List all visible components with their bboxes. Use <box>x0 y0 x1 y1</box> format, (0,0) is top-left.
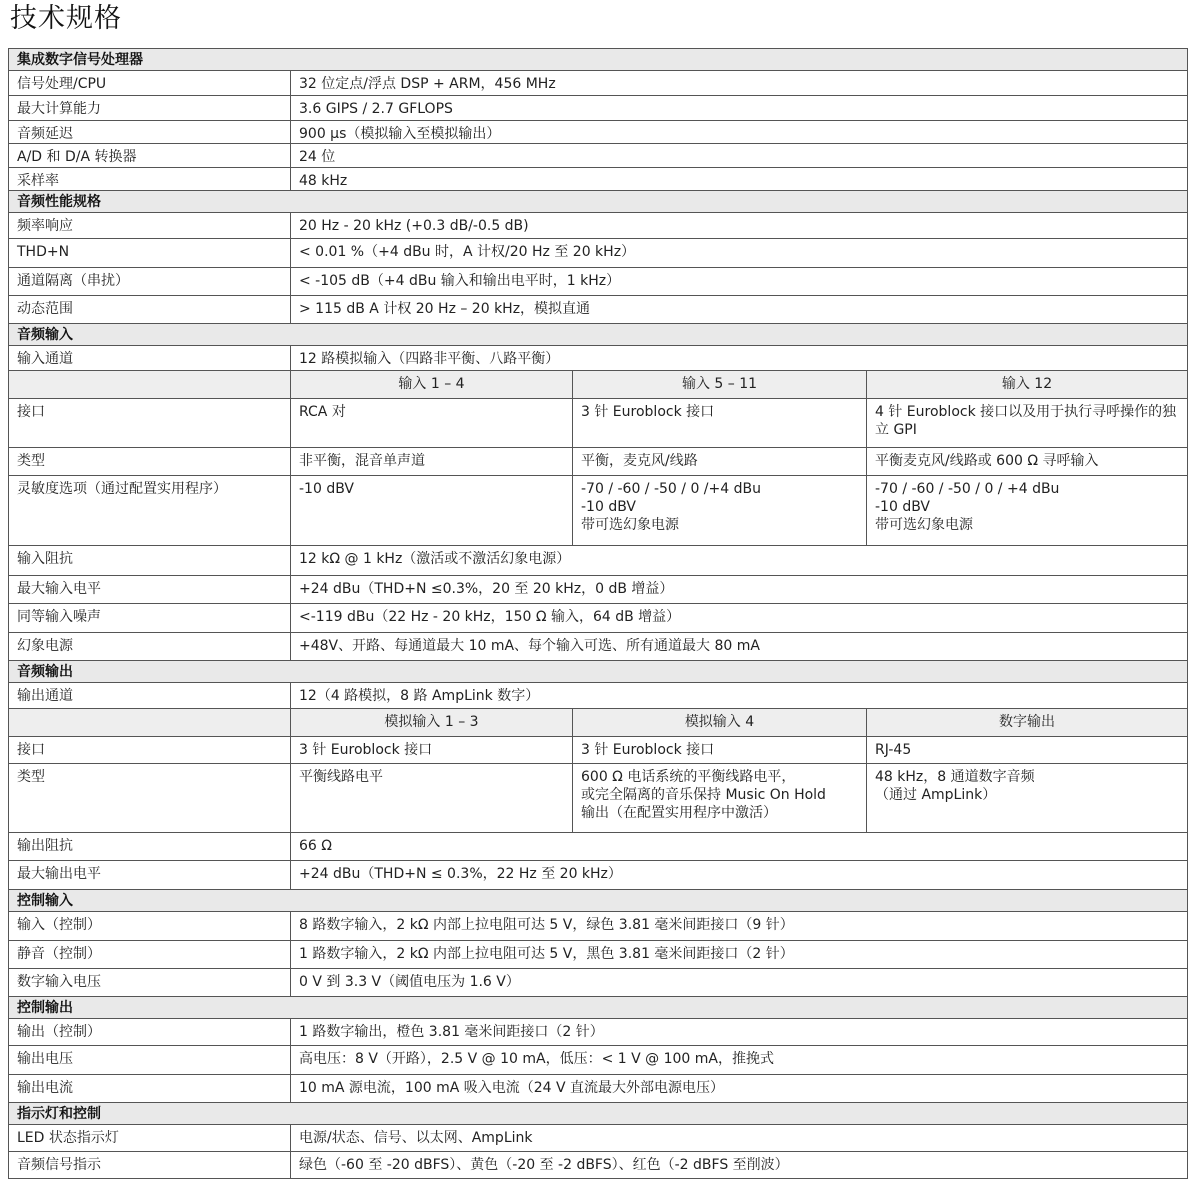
spec-value: 8 路数字输入，2 kΩ 内部上拉电阻可达 5 V，绿色 3.81 毫米间距接口（9 针） <box>291 912 1188 941</box>
grid-cell: 非平衡，混音单声道 <box>291 448 573 476</box>
spec-label: 信号处理/CPU <box>9 71 291 96</box>
section-heading: 音频输出 <box>9 661 1188 683</box>
spec-label: 输入阻抗 <box>9 546 291 576</box>
spec-row <box>9 1125 1188 1152</box>
page-title: 技术规格 <box>10 3 122 34</box>
grid-cell: 4 针 Euroblock 接口以及用于执行寻呼操作的独立 GPI <box>867 399 1188 448</box>
spec-row <box>9 239 1188 268</box>
spec-label: 最大输出电平 <box>9 861 291 890</box>
spec-row <box>9 1046 1188 1075</box>
section-heading: 指示灯和控制 <box>9 1103 1188 1125</box>
spec-row <box>9 71 1188 96</box>
grid-cell: 48 kHz，8 通道数字音频 （通过 AmpLink） <box>867 764 1188 833</box>
spec-label: 音频延迟 <box>9 121 291 144</box>
spec-value: 3.6 GIPS / 2.7 GFLOPS <box>291 96 1188 121</box>
column-header: 输入 12 <box>867 371 1188 399</box>
spec-value: 1 路数字输出，橙色 3.81 毫米间距接口（2 针） <box>291 1019 1188 1046</box>
section-heading-row <box>9 890 1188 912</box>
spec-row <box>9 121 1188 144</box>
spec-row <box>9 546 1188 576</box>
spec-label: 音频信号指示 <box>9 1152 291 1179</box>
spec-row <box>9 213 1188 239</box>
spec-value: 66 Ω <box>291 833 1188 861</box>
column-header: 数字输出 <box>867 709 1188 737</box>
spec-value: 1 路数字输入，2 kΩ 内部上拉电阻可达 5 V，黑色 3.81 毫米间距接口（2 针） <box>291 941 1188 969</box>
spec-row <box>9 604 1188 633</box>
spec-label: 通道隔离（串扰） <box>9 268 291 296</box>
spec-row <box>9 168 1188 191</box>
spec-row <box>9 96 1188 121</box>
spec-label: 接口 <box>9 399 291 448</box>
spec-label: 输出通道 <box>9 683 291 709</box>
spec-label: THD+N <box>9 239 291 268</box>
spec-label: 最大输入电平 <box>9 576 291 604</box>
grid-row <box>9 399 1188 448</box>
spec-row <box>9 1075 1188 1103</box>
grid-cell: 平衡麦克风/线路或 600 Ω 寻呼输入 <box>867 448 1188 476</box>
grid-cell: 3 针 Euroblock 接口 <box>291 737 573 764</box>
grid-cell: 3 针 Euroblock 接口 <box>573 737 867 764</box>
column-header: 输入 5 – 11 <box>573 371 867 399</box>
spec-row <box>9 861 1188 890</box>
spec-row <box>9 683 1188 709</box>
column-header-row <box>9 371 1188 399</box>
grid-cell: -10 dBV <box>291 476 573 546</box>
grid-cell: 3 针 Euroblock 接口 <box>573 399 867 448</box>
spec-value: 0 V 到 3.3 V（阈值电压为 1.6 V） <box>291 969 1188 997</box>
grid-row <box>9 764 1188 833</box>
spec-label: 灵敏度选项（通过配置实用程序） <box>9 476 291 546</box>
grid-cell: -70 / -60 / -50 / 0 / +4 dBu -10 dBV 带可选幻象电源 <box>867 476 1188 546</box>
spec-value: +24 dBu（THD+N ≤ 0.3%，22 Hz 至 20 kHz） <box>291 861 1188 890</box>
spec-value: 10 mA 源电流，100 mA 吸入电流（24 V 直流最大外部电源电压） <box>291 1075 1188 1103</box>
spec-value: 12 路模拟输入（四路非平衡、八路平衡） <box>291 346 1188 371</box>
spec-row <box>9 1019 1188 1046</box>
grid-cell: 平衡，麦克风/线路 <box>573 448 867 476</box>
grid-row <box>9 737 1188 764</box>
spec-label: 输出阻抗 <box>9 833 291 861</box>
spec-value: > 115 dB A 计权 20 Hz – 20 kHz，模拟直通 <box>291 296 1188 324</box>
spec-value: 900 µs（模拟输入至模拟输出） <box>291 121 1188 144</box>
spec-value: 48 kHz <box>291 168 1188 191</box>
spec-label: 类型 <box>9 764 291 833</box>
section-heading-row <box>9 324 1188 346</box>
spec-label: 最大计算能力 <box>9 96 291 121</box>
section-heading-row <box>9 997 1188 1019</box>
spec-value: 电源/状态、信号、以太网、AmpLink <box>291 1125 1188 1152</box>
spec-label: 幻象电源 <box>9 633 291 661</box>
spec-label: 输入通道 <box>9 346 291 371</box>
section-heading: 音频输入 <box>9 324 1188 346</box>
spec-label: 输入（控制） <box>9 912 291 941</box>
spec-label: 采样率 <box>9 168 291 191</box>
spec-row <box>9 969 1188 997</box>
spec-row <box>9 346 1188 371</box>
column-header: 模拟输入 1 – 3 <box>291 709 573 737</box>
spec-label: 同等输入噪声 <box>9 604 291 633</box>
spec-row <box>9 144 1188 168</box>
section-heading-row <box>9 191 1188 213</box>
spec-row <box>9 941 1188 969</box>
spec-value: 高电压：8 V（开路），2.5 V @ 10 mA，低压：< 1 V @ 100 mA，推挽式 <box>291 1046 1188 1075</box>
grid-cell: 平衡线路电平 <box>291 764 573 833</box>
spec-value: 24 位 <box>291 144 1188 168</box>
spec-value: 32 位定点/浮点 DSP + ARM，456 MHz <box>291 71 1188 96</box>
column-header-blank <box>9 371 291 399</box>
spec-label: 动态范围 <box>9 296 291 324</box>
spec-row <box>9 268 1188 296</box>
grid-row <box>9 448 1188 476</box>
section-heading: 控制输出 <box>9 997 1188 1019</box>
spec-value: < 0.01 %（+4 dBu 时，A 计权/20 Hz 至 20 kHz） <box>291 239 1188 268</box>
spec-row <box>9 1152 1188 1179</box>
grid-cell: -70 / -60 / -50 / 0 /+4 dBu -10 dBV 带可选幻象电源 <box>573 476 867 546</box>
spec-label: LED 状态指示灯 <box>9 1125 291 1152</box>
spec-label: A/D 和 D/A 转换器 <box>9 144 291 168</box>
spec-value: 绿色（-60 至 -20 dBFS）、黄色（-20 至 -2 dBFS）、红色（-2 dBFS 至削波） <box>291 1152 1188 1179</box>
column-header: 输入 1 – 4 <box>291 371 573 399</box>
column-header-row <box>9 709 1188 737</box>
spec-label: 类型 <box>9 448 291 476</box>
spec-row <box>9 296 1188 324</box>
column-header: 模拟输入 4 <box>573 709 867 737</box>
spec-label: 接口 <box>9 737 291 764</box>
spec-value: +48V、开路、每通道最大 10 mA、每个输入可选、所有通道最大 80 mA <box>291 633 1188 661</box>
spec-row <box>9 633 1188 661</box>
spec-label: 数字输入电压 <box>9 969 291 997</box>
spec-row <box>9 576 1188 604</box>
grid-cell: RJ-45 <box>867 737 1188 764</box>
spec-label: 频率响应 <box>9 213 291 239</box>
spec-value: <-119 dBu（22 Hz - 20 kHz，150 Ω 输入，64 dB 增益） <box>291 604 1188 633</box>
section-heading: 集成数字信号处理器 <box>9 49 1188 71</box>
section-heading-row <box>9 1103 1188 1125</box>
section-heading-row <box>9 661 1188 683</box>
spec-value: 12 kΩ @ 1 kHz（激活或不激活幻象电源） <box>291 546 1188 576</box>
section-heading: 控制输入 <box>9 890 1188 912</box>
grid-row <box>9 476 1188 546</box>
spec-label: 输出电流 <box>9 1075 291 1103</box>
spec-table <box>8 48 1188 1179</box>
spec-value: 20 Hz - 20 kHz (+0.3 dB/-0.5 dB) <box>291 213 1188 239</box>
spec-value: 12（4 路模拟，8 路 AmpLink 数字） <box>291 683 1188 709</box>
spec-row <box>9 912 1188 941</box>
section-heading-row <box>9 49 1188 71</box>
section-heading: 音频性能规格 <box>9 191 1188 213</box>
spec-value: +24 dBu（THD+N ≤0.3%，20 至 20 kHz，0 dB 增益） <box>291 576 1188 604</box>
spec-label: 静音（控制） <box>9 941 291 969</box>
spec-row <box>9 833 1188 861</box>
spec-label: 输出（控制） <box>9 1019 291 1046</box>
grid-cell: 600 Ω 电话系统的平衡线路电平， 或完全隔离的音乐保持 Music On Hold 输出（在配置实用程序中激活） <box>573 764 867 833</box>
column-header-blank <box>9 709 291 737</box>
spec-label: 输出电压 <box>9 1046 291 1075</box>
spec-value: < -105 dB（+4 dBu 输入和输出电平时，1 kHz） <box>291 268 1188 296</box>
grid-cell: RCA 对 <box>291 399 573 448</box>
